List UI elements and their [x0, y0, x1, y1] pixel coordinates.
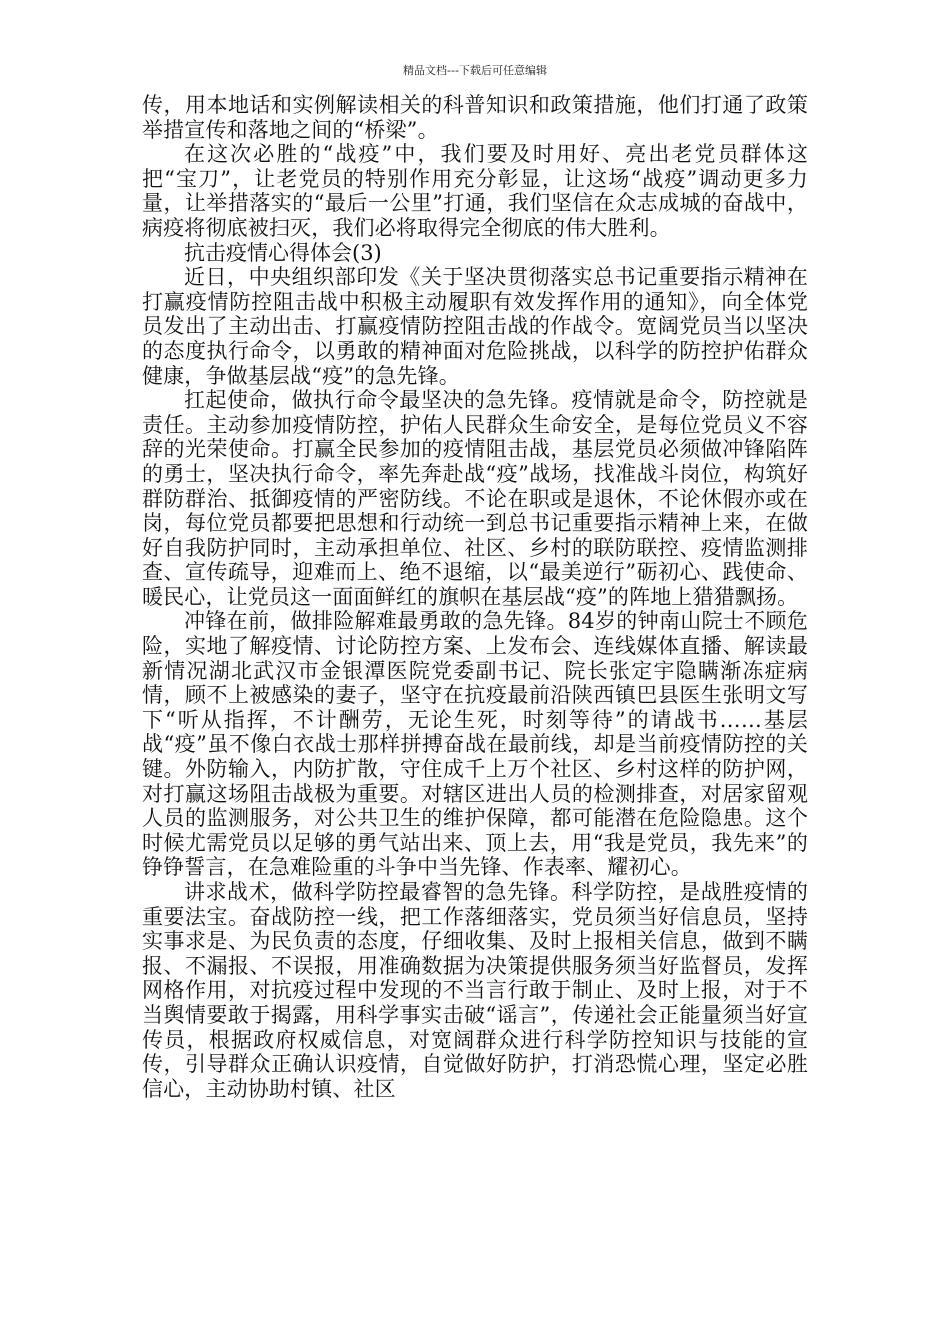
section-heading: 抗击疫情心得体会(3) — [184, 240, 382, 265]
paragraph-tactics: 讲求战术，做科学防控最睿智的急先锋。科学防控，是战胜疫情的重要法宝。奋战防控一线，把工作落细落实，党员须当好信息员，坚持实事求是、为民负责的态度，仔细收集、及时上报相关信息，做到不瞒报、不漏报、不误报，用准确数据为决策提供服务须当好监督员，发挥网格作用，对抗疫过程中发现的不当言行敢于制止、及时上报，对于不当舆情要敢于揭露，用科学事实击破“谣言”，传递社会正能量须当好宣传员，根据政府权威信息，对宽阔群众进行科学防控知识与技能的宣传，引导群众正确认识疫情，自觉做好防护，打消恐慌心理，坚定必胜信心，主动协助村镇、社区 — [142, 880, 808, 1101]
paragraph-charge-forward: 冲锋在前，做排险解难最勇敢的急先锋。84岁的钟南山院士不顾危险，实地了解疫情、讨论防控方案、上发布会、连线媒体直播、解读最新情况湖北武汉市金银潭医院党委副书记、院长张定宇隐瞒渐冻症病情，顾不上被感染的妻子，坚守在抗疫最前沿陕西镇巴县医生张明文写下“听从指挥，不计酬劳，无论生死，时刻等待”的请战书……基层战“疫”虽不像白衣战士那样拼搏奋战在最前线，却是当前疫情防控的关键。外防输入，内防扩散，守住成千上万个社区、乡村这样的防护网，对打赢这场阻击战极为重要。对辖区进出人员的检测排查，对居家留观人员的监测服务，对公共卫生的维护保障，都可能潜在危险隐患。这个时候尤需党员以足够的勇气站出来、顶上去，用“我是党员，我先来”的铮铮誓言，在急难险重的斗争中当先锋、作表率、耀初心。 — [142, 609, 808, 880]
document-body — [142, 93, 808, 1101]
paragraph-intro: 近日，中央组织部印发《关于坚决贯彻落实总书记重要指示精神在打赢疫情防控阻击战中积极主动履职有效发挥作用的通知》，向全体党员发出了主动出击、打赢疫情防控阻击战的作战令。宽阔党员当以坚决的态度执行命令，以勇敢的精神面对危险挑战，以科学的防控护佑群众健康，争做基层战“疫”的急先锋。 — [142, 265, 808, 388]
paragraph-continuation: 传，用本地话和实例解读相关的科普知识和政策措施，他们打通了政策举措宣传和落地之间的“桥梁”。 — [142, 93, 808, 142]
paragraph-mission: 扛起使命，做执行命令最坚决的急先锋。疫情就是命令，防控就是责任。主动参加疫情防控，护佑人民群众生命安全，是每位党员义不容辞的光荣使命。打赢全民参加的疫情阻击战，基层党员必须做冲锋陷阵的勇士，坚决执行命令，率先奔赴战“疫”战场，找准战斗岗位，构筑好群防群治、抵御疫情的严密防线。不论在职或是退休，不论休假亦或在岗，每位党员都要把思想和行动统一到总书记重要指示精神上来，在做好自我防护同时，主动承担单位、社区、乡村的联防联控、疫情监测排查、宣传疏导，迎难而上、绝不退缩，以“最美逆行”砺初心、践使命、暖民心，让党员这一面面鲜红的旗帜在基层战“疫”的阵地上猎猎飘扬。 — [142, 388, 808, 609]
page-header: 精品文档---下载后可任意编辑 — [403, 64, 547, 77]
paragraph-conclusion: 在这次必胜的“战疫”中，我们要及时用好、亮出老党员群体这把“宝刀”，让老党员的特别作用充分彰显，让这场“战疫”调动更多力量，让举措落实的“最后一公里”打通，我们坚信在众志成城的奋战中，病疫将彻底被扫灭，我们必将取得完全彻底的伟大胜利。 — [142, 142, 808, 240]
